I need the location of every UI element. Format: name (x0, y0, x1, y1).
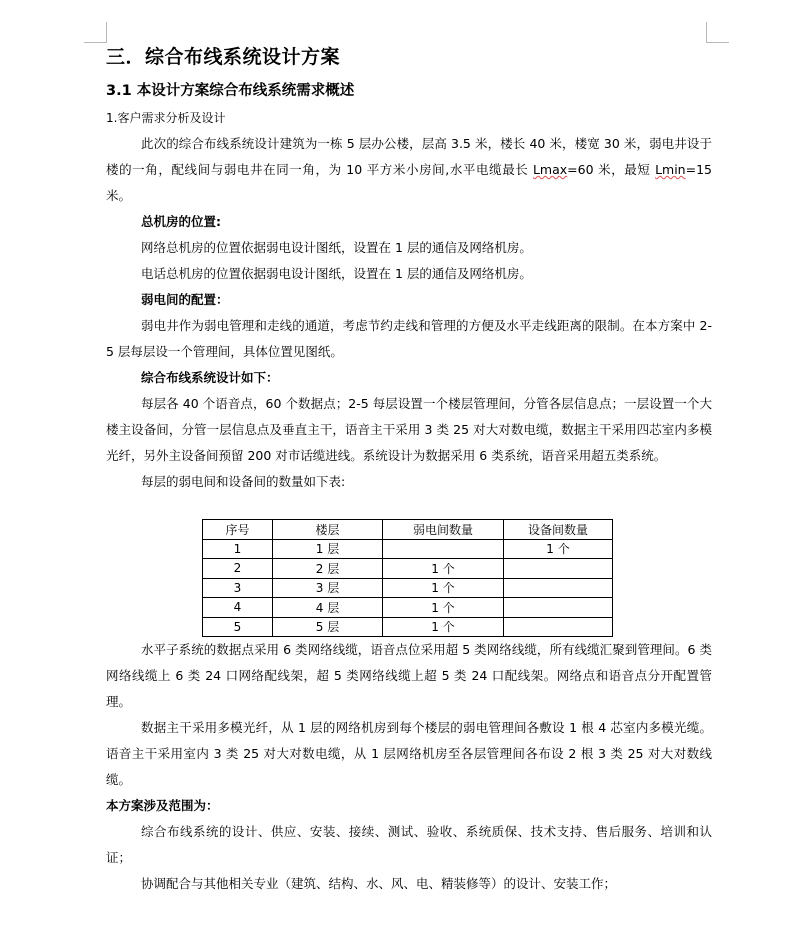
table-row (203, 598, 613, 618)
item-1-title: 1.客户需求分析及设计 (106, 111, 226, 125)
table-cell: 3 (203, 578, 273, 598)
table-cell: 3 层 (273, 578, 383, 598)
table-cell: 1 个 (504, 539, 613, 559)
room-count-table-wrapper (202, 519, 712, 637)
scope-item-2: 协调配合与其他相关专业（建筑、结构、水、风、电、精装修等）的设计、安装工作； (141, 876, 617, 891)
table-cell: 2 (203, 559, 273, 579)
table-cell: 1 个 (383, 617, 504, 637)
main-room-phone-text: 电话总机房的位置依据弱电设计图纸，设置在 1 层的通信及网络机房。 (141, 266, 532, 281)
scope-item-1: 综合布线系统的设计、供应、安装、接续、测试、验收、系统质保、技术支持、售后服务、培训和认证； (106, 824, 712, 865)
table-cell (504, 578, 613, 598)
table-cell (504, 617, 613, 637)
table-row (203, 559, 613, 579)
main-room-network-text: 网络总机房的位置依据弱电设计图纸，设置在 1 层的通信及网络机房。 (141, 240, 532, 255)
backbone-text: 数据主干采用多模光纤，从 1 层的网络机房到每个楼层的弱电管理间各敷设 1 根 4 芯室内多模光缆。语音主干采用室内 3 类 25 对大对数电缆，从 1 层网络机房至各层管理间各布设 2 根 3 类 25 对大对数线缆。 (106, 720, 712, 787)
table-cell: 5 层 (273, 617, 383, 637)
table-header-cell: 设备间数量 (504, 520, 613, 540)
table-intro: 每层的弱电间和设备间的数量如下表: (141, 474, 346, 489)
main-room-title: 总机房的位置: (141, 214, 221, 229)
table-header-cell: 序号 (203, 520, 273, 540)
building-paragraph: 此次的综合布线系统设计建筑为一栋 5 层办公楼，层高 3.5 米，楼长 40 米，楼宽 30 米，弱电井设于楼的一角，配线间与弱电井在同一角，为 10 平方米小房间,水平电缆最长 Lmax=60 米，最短 Lmin=15 米。 (106, 136, 712, 203)
lmax-term: Lmax (532, 162, 568, 177)
crop-mark-top-left (84, 22, 107, 43)
table-cell: 1 个 (383, 559, 504, 579)
table-cell (504, 559, 613, 579)
table-row (203, 539, 613, 559)
table-cell: 1 个 (383, 598, 504, 618)
lmin-term: Lmin (655, 162, 686, 177)
table-row (203, 617, 613, 637)
table-cell: 1 个 (383, 578, 504, 598)
section-subheading: 3.1 本设计方案综合布线系统需求概述 (106, 83, 355, 99)
table-cell: 1 (203, 539, 273, 559)
design-text: 每层各 40 个语音点，60 个数据点；2-5 每层设置一个楼层管理间，分管各层信息点；一层设置一个大楼主设备间，分管一层信息点及垂直主干，语音主干采用 3 类 25 对大对数电缆，数据主干采用四芯室内多模光纤，另外主设备间预留 200 对市话缆进线。系统设计为数据采用 6 类系统，语音采用超五类系统。 (106, 396, 712, 463)
table-header-cell: 弱电间数量 (383, 520, 504, 540)
weak-room-text: 弱电井作为弱电管理和走线的通道，考虑节约走线和管理的方便及水平走线距离的限制。在本方案中 2-5 层每层设一个管理间，具体位置见图纸。 (106, 318, 712, 359)
room-count-table (202, 519, 613, 637)
table-header-cell: 楼层 (273, 520, 383, 540)
table-cell (504, 598, 613, 618)
table-cell: 2 层 (273, 559, 383, 579)
scope-title: 本方案涉及范围为： (106, 798, 219, 813)
weak-room-title: 弱电间的配置： (141, 292, 229, 307)
section-heading: 三．综合布线系统设计方案 (106, 46, 341, 68)
document-page (106, 38, 712, 897)
table-cell: 1 层 (273, 539, 383, 559)
table-cell: 5 (203, 617, 273, 637)
table-cell (383, 539, 504, 559)
table-header-row (203, 520, 613, 540)
horizontal-subsystem-text: 水平子系统的数据点采用 6 类网络线缆，语音点位采用超 5 类网络线缆，所有线缆汇聚到管理间。6 类网络线缆上 6 类 24 口网络配线架，超 5 类网络线缆上超 5 类 24 口配线架。网络点和语音点分开配置管理。 (106, 642, 712, 709)
table-row (203, 578, 613, 598)
table-cell: 4 层 (273, 598, 383, 618)
table-cell: 4 (203, 598, 273, 618)
design-title: 综合布线系统设计如下： (141, 370, 279, 385)
